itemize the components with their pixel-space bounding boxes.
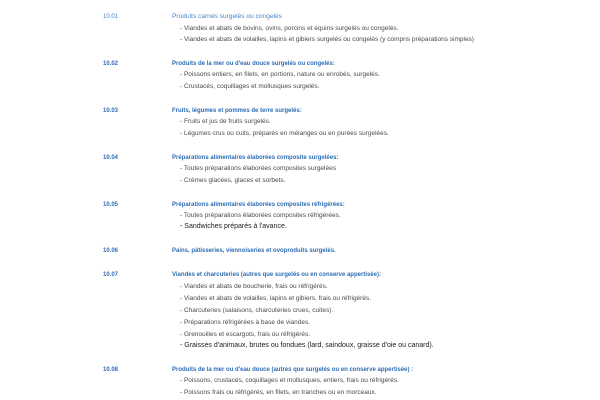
section-code: 10.08 [103, 367, 119, 373]
list-item: - Poissons frais ou réfrigérés, en filets, en tranches ou en morceaux. [180, 389, 377, 396]
list-item: - Crèmes glacées, glaces et sorbets. [180, 177, 286, 184]
list-item: - Grenouilles et escargots, frais ou réfrigérés. [180, 331, 311, 338]
list-item: - Graisses d'animaux, brutes ou fondues (lard, saindoux, graisse d'oie ou canard). [180, 342, 434, 349]
section-code: 10.02 [103, 61, 119, 67]
list-item: - Poissons entiers, en filets, en portions, nature ou enrobés, surgelés. [180, 71, 380, 78]
section-title: Pains, pâtisseries, viennoiseries et ovoproduits surgelés. [172, 248, 336, 254]
list-item: - Fruits et jus de fruits surgelés. [180, 118, 271, 125]
list-item: - Charcuteries (salaisons, charcuteries crues, cuites). [180, 307, 334, 314]
section-code: 10.04 [103, 155, 119, 161]
section-code: 10.07 [103, 272, 119, 278]
list-item: - Poissons, crustacés, coquillages et mollusques, entiers, frais ou réfrigérés. [180, 377, 399, 384]
section-title: Préparations alimentaires élaborées composite surgelées: [172, 155, 339, 161]
list-item: - Sandwiches préparés à l'avance. [180, 223, 287, 230]
section-title: Produits de la mer ou d'eau douce surgelés ou congelés: [172, 61, 335, 67]
list-item: - Toutes préparations élaborées composites surgelées [180, 165, 336, 172]
list-item: - Viandes et abats de bovins, ovins, porcins et équins surgelés ou congelés. [180, 25, 399, 32]
section-code: 10.05 [103, 202, 119, 208]
section-title: Produits carnés surgelés ou congelés [172, 13, 282, 20]
section-code: 10.06 [103, 248, 119, 254]
section-title: Fruits, légumes et pommes de terre surgelés: [172, 108, 302, 114]
list-item: - Légumes crus ou cuits, préparés en mélanges ou en purées surgelées. [180, 130, 389, 137]
section-title: Viandes et charcuteries (autres que surgelés ou en conserve appertisée): [172, 272, 381, 278]
section-title: Produits de la mer ou d'eau douce (autres que surgelés ou en conserve appertisée) : [172, 367, 414, 373]
list-item: - Viandes et abats de boucherie, frais ou réfrigérés. [180, 283, 328, 290]
list-item: - Viandes et abats de volailles, lapins et gibiers surgelés ou congelés (y compris préparations simples) [180, 36, 474, 43]
section-code: 10.03 [103, 108, 119, 114]
list-item: - Viandes et abats de volailles, lapins et gibiers, frais ou réfrigérés. [180, 295, 372, 302]
list-item: - Préparations réfrigérées à base de viandes. [180, 319, 311, 326]
section-code: 10.01 [103, 14, 119, 20]
list-item: - Toutes préparations élaborées composites réfrigérées. [180, 212, 341, 219]
list-item: - Crustacés, coquillages et mollusques surgelés. [180, 83, 320, 90]
section-title: Préparations alimentaires élaborées composites réfrigérées: [172, 202, 345, 208]
